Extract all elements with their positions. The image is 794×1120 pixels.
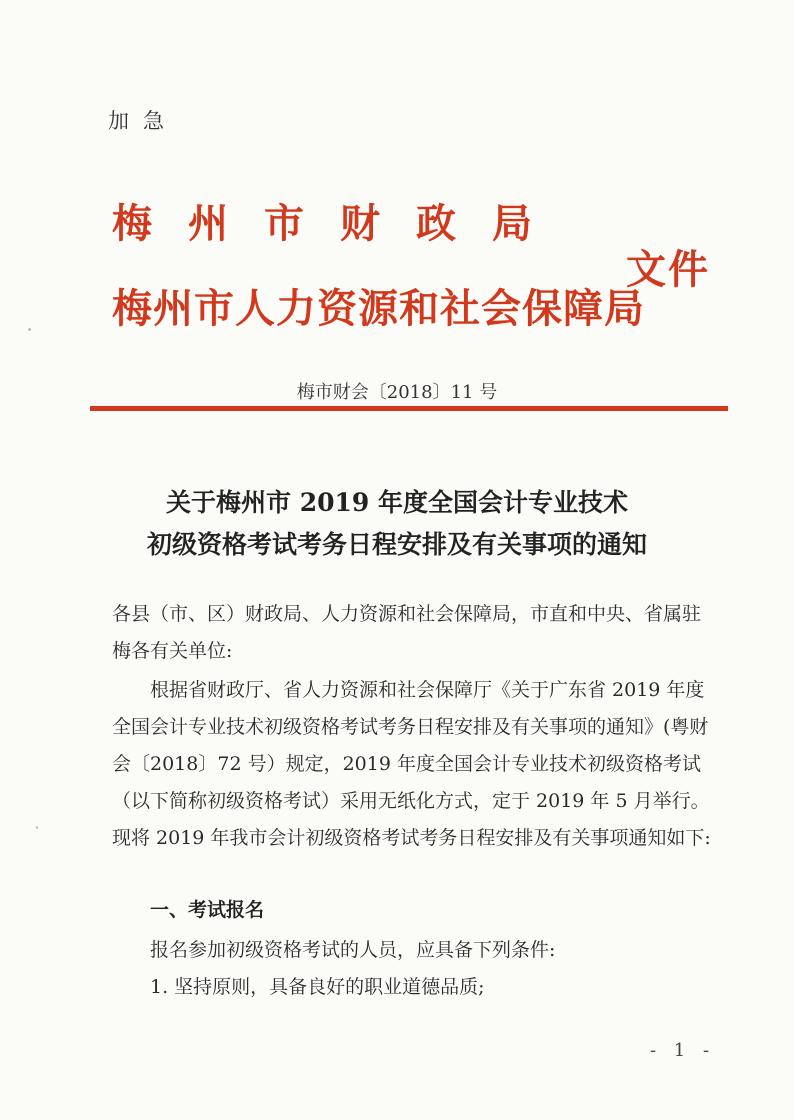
section-heading-registration: 一、考试报名 — [150, 899, 265, 921]
urgency-label: 加急 — [108, 109, 178, 133]
issuer-hr-bureau: 梅州市人力资源和社会保障局 — [112, 286, 645, 332]
scan-speck — [28, 328, 31, 331]
issuer-finance-bureau: 梅州市财政局 — [112, 201, 568, 247]
addressee: 各县（市、区）财政局、人力资源和社会保障局，市直和中央、省属驻梅各有关单位: — [112, 603, 702, 662]
notice-title-line2: 初级资格考试考务日程安排及有关事项的通知 — [146, 530, 647, 559]
body-paragraph-2: 报名参加初级资格考试的人员，应具备下列条件: — [150, 939, 556, 961]
condition-item-1: 1. 坚持原则，具备良好的职业道德品质; — [150, 976, 485, 998]
body-paragraph-1: 根据省财政厅、省人力资源和社会保障厅《关于广东省 2019 年度全国会计专业技术初级资格考试考务日程安排及有关事项的通知》(粤财会〔2018〕72 号）规定，2019 年度全国会计专业技术初级资格考试（以下简称初级资格考试）采用无纸化方式，定于 2019 年 5 月举行。现将 2019 年我市会计初级资格考试考务日程安排及有关事项通知如下: — [112, 679, 711, 849]
document-number: 梅市财会〔2018〕11 号 — [296, 382, 498, 403]
scan-speck — [36, 826, 38, 829]
red-divider-line — [90, 406, 728, 411]
document-type-mark: 文件 — [626, 247, 710, 293]
notice-title-line1: 关于梅州市 2019 年度全国会计专业技术 — [166, 488, 628, 517]
page-number: - 1 - — [650, 1040, 716, 1061]
